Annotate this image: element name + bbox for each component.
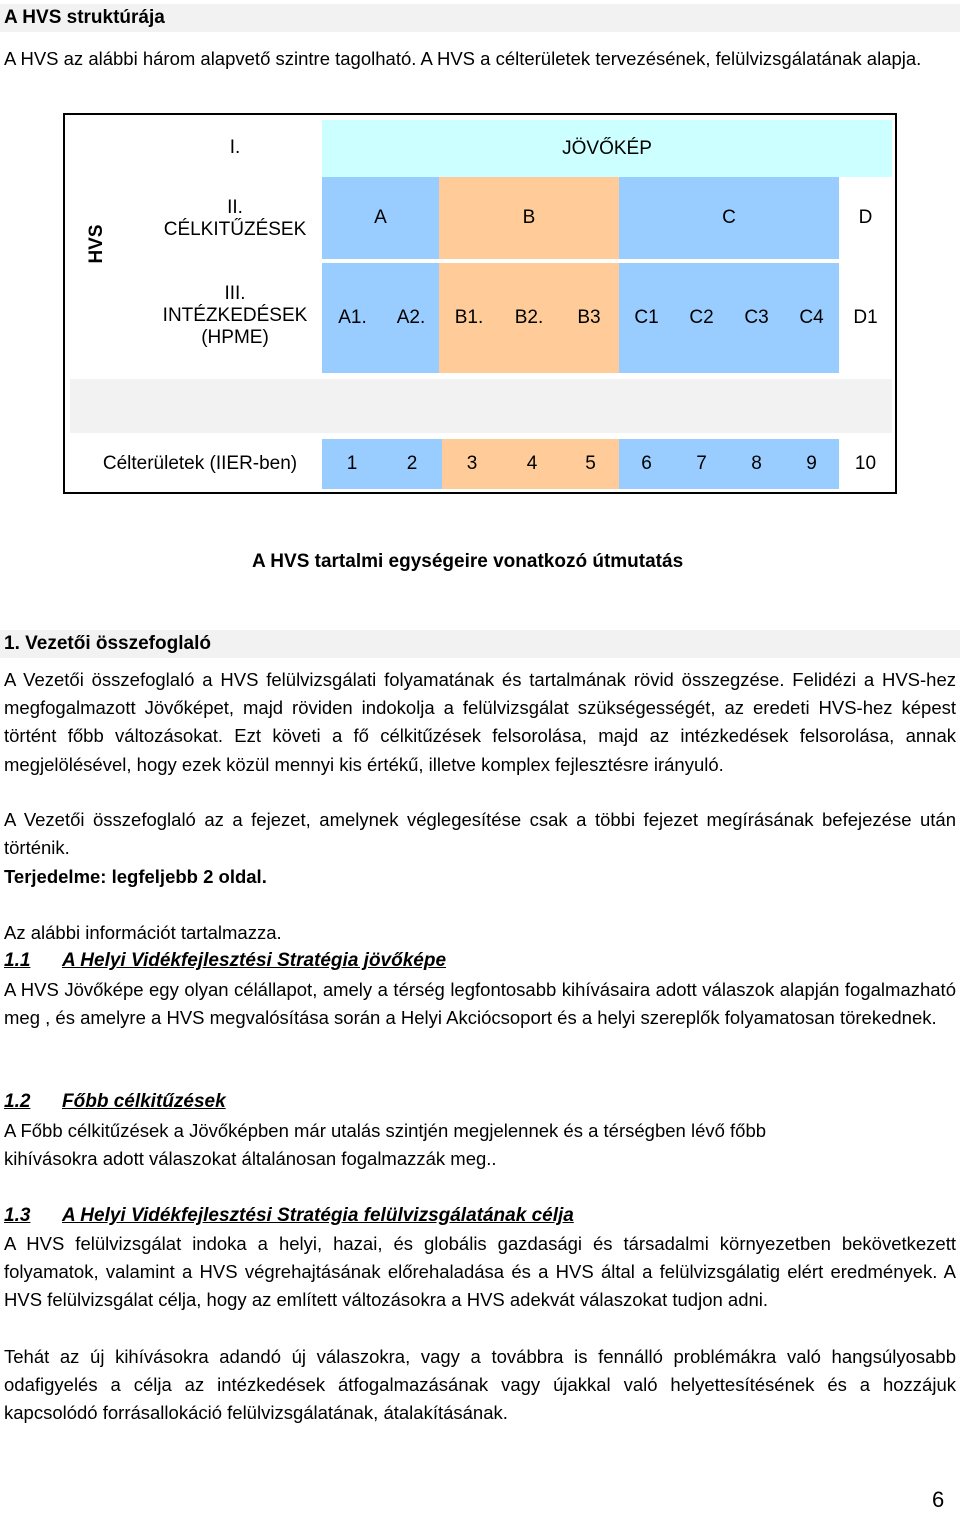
level3-label xyxy=(145,277,325,355)
subsection-1-1-number: 1.1 xyxy=(4,950,31,971)
target-2: 2 xyxy=(382,439,442,489)
guide-title: A HVS tartalmi egységeire vonatkozó útmutatás xyxy=(252,551,684,572)
subsection-1-2-line-2: kihívásokra adott válaszokat általánosan fogalmazzák meg.. xyxy=(4,1148,497,1169)
section-1-title: 1. Vezetői összefoglaló xyxy=(0,630,960,658)
subsection-1-3-paragraph-1: A HVS felülvizsgálat indoka a helyi, hazai, és globális gazdasági és társadalmi környezetben bekövetkezett folyamatok, valamint a HVS végrehajtásának előrehaladása és a HVS által a felülvizsgálatig elért eredmények. A HVS felülvizsgálat célja, hogy az említett változásokra a HVS adekvát válaszokat tudjon adni. xyxy=(4,1233,956,1311)
hvs-side-label: HVS xyxy=(86,224,107,264)
hvs-structure-diagram xyxy=(63,113,897,494)
page-number: 6 xyxy=(932,1487,945,1512)
level3-text: INTÉZKEDÉSEK xyxy=(162,305,308,326)
measure-a1: A1. xyxy=(322,263,383,373)
target-10: 10 xyxy=(839,439,892,489)
subsection-1-3-paragraph-2: Tehát az új kihívásokra adandó új válaszokra, vagy a továbbra is fennálló problémákra való hangsúlyosabb odafigyelés a célja az intézkedések átfogalmazásának vagy újakkal való helyettesítésének és a hozzájuk kapcsolódó forrásallokáció felülvizsgálatának, átalakításának. xyxy=(4,1346,956,1424)
level1-number: I. xyxy=(229,137,241,158)
measure-c4: C4 xyxy=(784,263,839,373)
level2-number: II. xyxy=(227,197,243,218)
subsection-1-1-title xyxy=(4,947,446,975)
subsection-1-2-line-1: A Főbb célkitűzések a Jövőképben már utalás szintjén megjelennek és a térségben lévő főbb xyxy=(4,1120,767,1141)
level3-sub: (HPME) xyxy=(201,327,269,348)
subsection-1-2-title xyxy=(4,1088,226,1116)
target-4: 4 xyxy=(502,439,562,489)
target-7: 7 xyxy=(674,439,729,489)
measure-d1: D1 xyxy=(839,263,892,373)
goal-a: A xyxy=(322,177,439,259)
subsection-1-3-number: 1.3 xyxy=(4,1205,31,1226)
target-1: 1 xyxy=(322,439,382,489)
separator-band xyxy=(70,379,892,433)
subsection-1-1-text: A Helyi Vidékfejlesztési Stratégia jövőképe xyxy=(62,950,447,971)
measure-b2: B2. xyxy=(499,263,559,373)
level3-number: III. xyxy=(224,283,246,304)
subsection-1-1-paragraph: A HVS Jövőképe egy olyan célállapot, amely a térség legfontosabb kihívásaira adott válaszok alapján fogalmazható meg , és amelyre a HVS megvalósítása során a Helyi Akciócsoport és a helyi szereplők folyamatosan törekednek. xyxy=(4,979,956,1029)
target-5: 5 xyxy=(562,439,619,489)
section-1-length: Terjedelme: legfeljebb 2 oldal. xyxy=(4,866,267,887)
measure-c3: C3 xyxy=(729,263,784,373)
intro-paragraph: A HVS az alábbi három alapvető szintre tagolható. A HVS a célterületek tervezésének, felülvizsgálatának alapja. xyxy=(4,48,922,69)
subsection-1-3-title xyxy=(4,1202,574,1230)
level2-label xyxy=(145,187,325,251)
section-1-contains: Az alábbi információt tartalmazza. xyxy=(4,922,282,943)
vision-cell: JÖVŐKÉP xyxy=(322,120,892,177)
target-3: 3 xyxy=(442,439,502,489)
target-areas-label: Célterületek (IIER-ben) xyxy=(102,453,298,474)
section-1-paragraph-1: A Vezetői összefoglaló a HVS felülvizsgálati folyamatának és tartalmának rövid összegzése. Felidézi a HVS-hez megfogalmazott Jövőképet, majd röviden indokolja a felülvizsgálat szükségességét, az eredeti HVS-hez képest történt főbb változásokat. Ezt követi a fő célkitűzések felsorolása, majd az intézkedések felsorolása, annak megjelölésével, hogy ezek közül mennyi kis értékű, illetve komplex fejlesztésre irányuló. xyxy=(4,669,956,775)
measure-b1: B1. xyxy=(439,263,499,373)
section-1-paragraph-2: A Vezetői összefoglaló az a fejezet, amelynek véglegesítése csak a többi fejezet megírásának befejezése után történik. xyxy=(4,809,956,859)
goal-d: D xyxy=(839,177,892,259)
target-9: 9 xyxy=(784,439,839,489)
level2-text: CÉLKITŰZÉSEK xyxy=(163,219,307,240)
measure-a2: A2. xyxy=(383,263,439,373)
target-8: 8 xyxy=(729,439,784,489)
section-title: A HVS struktúrája xyxy=(0,4,960,32)
goal-b: B xyxy=(439,177,619,259)
measure-b3: B3 xyxy=(559,263,619,373)
goal-c: C xyxy=(619,177,839,259)
measure-c1: C1 xyxy=(619,263,674,373)
subsection-1-2-text: Főbb célkitűzések xyxy=(62,1091,226,1112)
subsection-1-3-text: A Helyi Vidékfejlesztési Stratégia felülvizsgálatának célja xyxy=(62,1205,574,1226)
measure-c2: C2 xyxy=(674,263,729,373)
subsection-1-2-number: 1.2 xyxy=(4,1091,31,1112)
target-6: 6 xyxy=(619,439,674,489)
